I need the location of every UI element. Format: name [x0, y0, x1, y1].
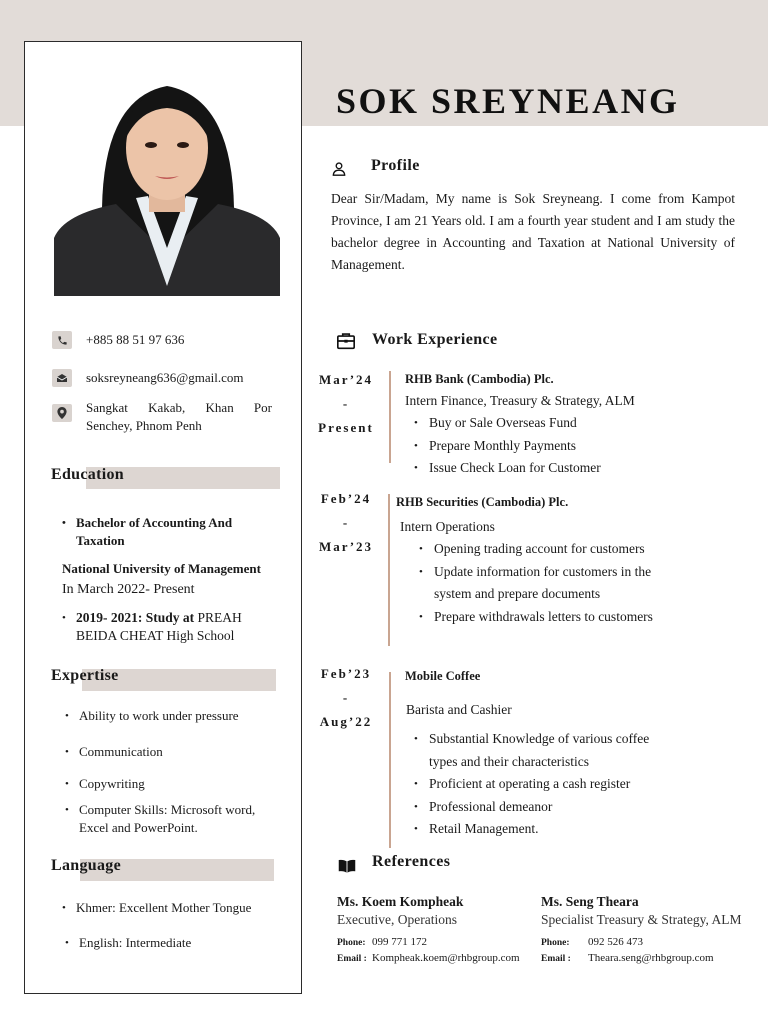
expertise-item: • Ability to work under pressure [65, 707, 239, 725]
job-duties [413, 728, 649, 841]
reference-email [337, 952, 520, 964]
job-duty: • Prepare withdrawals letters to customers [418, 606, 653, 629]
reference-title: Specialist Treasury & Strategy, ALM [541, 912, 742, 927]
job-date-dash: - [342, 396, 350, 411]
job-duties [413, 412, 601, 480]
job-date-to: Mar’23 [318, 539, 374, 554]
expertise-item: • Copywriting [65, 775, 145, 793]
timeline-line [389, 371, 391, 463]
job-role: Barista and Cashier [406, 702, 512, 717]
reference-title: Executive, Operations [337, 912, 457, 927]
job-date-to: Aug’22 [319, 714, 373, 729]
job-date-range [308, 368, 384, 440]
envelope-icon [52, 369, 72, 387]
expertise-item: • Computer Skills: Microsoft word, [65, 801, 255, 819]
full-name: SOK SREYNEANG [336, 81, 680, 121]
education-highschool [62, 609, 292, 645]
phone-label: Phone: [541, 938, 570, 948]
job-duty-continued-text: types and their characteristics [429, 753, 590, 769]
email-label: Email : [337, 954, 367, 964]
job-duty: • Opening trading account for customers [418, 538, 653, 561]
work-experience-heading: Work Experience [372, 331, 498, 348]
reference-phone [337, 936, 427, 948]
education-degree [62, 514, 292, 550]
job-company: Mobile Coffee [405, 669, 481, 683]
reference-phone-value: 092 526 473 [588, 936, 643, 948]
job-date-from: Feb’23 [320, 666, 372, 681]
reference-email-value[interactable]: Theara.seng@rhbgroup.com [588, 952, 714, 964]
expertise-heading: Expertise [51, 667, 119, 684]
job-date-dash: - [342, 690, 350, 705]
reference-phone [541, 936, 643, 948]
language-heading: Language [51, 857, 121, 874]
job-duty: • Update information for customers in the [418, 561, 653, 584]
expertise-item: • Communication [65, 743, 163, 761]
book-icon [338, 858, 356, 879]
address-line-2: Senchey, Phnom Penh [86, 418, 202, 433]
reference-email [541, 952, 714, 964]
job-duty: • Retail Management. [413, 818, 649, 841]
education-period: In March 2022- Present [62, 582, 195, 597]
job-company: RHB Securities (Cambodia) Plc. [396, 495, 569, 509]
language-item: • Khmer: Excellent Mother Tongue [62, 899, 251, 917]
briefcase-icon [336, 332, 356, 355]
profile-heading: Profile [371, 157, 420, 174]
job-role: Intern Finance, Treasury & Strategy, ALM [405, 393, 635, 408]
job-duty: • Buy or Sale Overseas Fund [413, 412, 601, 435]
job-date-from: Feb’24 [320, 491, 372, 506]
contact-email [52, 369, 243, 387]
job-duties [418, 538, 653, 628]
phone-icon [52, 331, 72, 349]
job-date-dash: - [342, 515, 350, 530]
job-date-to: Present [318, 420, 374, 435]
job-date-range [308, 662, 384, 734]
job-duty: • Prepare Monthly Payments [413, 435, 601, 458]
job-company: RHB Bank (Cambodia) Plc. [405, 372, 554, 386]
job-duty: • Issue Check Loan for Customer [413, 457, 601, 480]
reference-email-value[interactable]: Kompheak.koem@rhbgroup.com [372, 952, 520, 964]
job-date-range [308, 487, 384, 559]
contact-address [52, 399, 272, 435]
person-icon [331, 160, 347, 182]
job-role: Intern Operations [400, 519, 495, 534]
address [86, 399, 272, 435]
reference-phone-value: 099 771 172 [372, 936, 427, 948]
highschool-line-2: BEIDA CHEAT High School [76, 628, 235, 643]
job-duty: • Professional demeanor [413, 796, 649, 819]
highschool-name-start: PREAH [194, 610, 242, 625]
phone-number: +885 88 51 97 636 [86, 332, 185, 347]
reference-name: Ms. Koem Kompheak [337, 894, 464, 909]
university-name: National University of Management [62, 561, 261, 576]
highschool-line-1 [62, 609, 292, 627]
job-duty: • Proficient at operating a cash register [413, 773, 649, 796]
degree-line-1: • Bachelor of Accounting And [62, 514, 292, 532]
reference-name: Ms. Seng Theara [541, 894, 639, 909]
job-date-from: Mar’24 [318, 372, 374, 387]
phone-label: Phone: [337, 938, 366, 948]
expertise-item-continued: Excel and PowerPoint. [79, 820, 198, 835]
language-item: • English: Intermediate [65, 934, 191, 952]
timeline-line [389, 672, 391, 848]
highschool-years: 2019- 2021: Study at [76, 610, 195, 625]
job-duty-continued [413, 751, 649, 774]
profile-photo [54, 58, 280, 296]
location-pin-icon [52, 404, 72, 422]
email-address[interactable]: soksreyneang636@gmail.com [86, 370, 244, 385]
email-label: Email : [541, 954, 571, 964]
timeline-line [388, 494, 390, 646]
job-duty: • Substantial Knowledge of various coffee [413, 728, 649, 751]
degree-line-2: Taxation [76, 533, 125, 548]
education-heading: Education [51, 466, 124, 483]
references-heading: References [372, 853, 451, 870]
job-duty-continued-text: system and prepare documents [434, 586, 601, 601]
job-duty-continued [418, 583, 653, 606]
profile-text: Dear Sir/Madam, My name is Sok Sreyneang. I come from Kampot Province, I am 21 Years old. I am a fourth year student and I am study the bachelor degree in Accounting and Taxation at National University of Management. [331, 191, 735, 272]
address-line-1: Sangkat Kakab, Khan Por [86, 400, 272, 415]
contact-phone [52, 331, 184, 349]
